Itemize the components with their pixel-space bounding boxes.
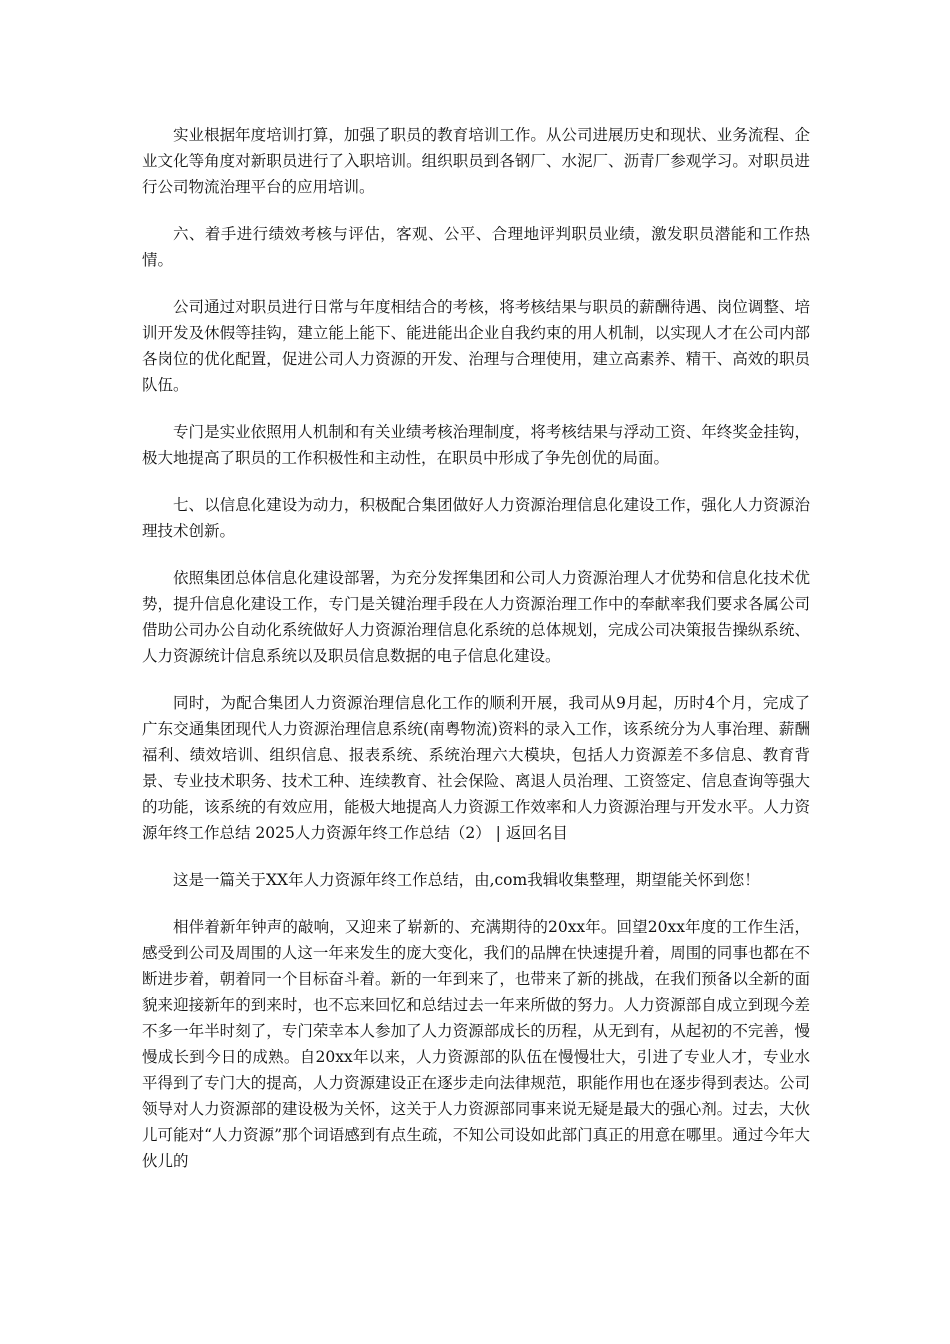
paragraph-section-six-heading: 六、着手进行绩效考核与评估，客观、公平、合理地评判职员业绩，激发职员潜能和工作热情。 — [142, 225, 810, 269]
paragraph-assessment: 公司通过对职员进行日常与年度相结合的考核，将考核结果与职员的薪酬待遇、岗位调整、培训开发及休假等挂钩，建立能上能下、能进能出企业自我约束的用人机制，以实现人才在公司内部各岗位的优化配置，促进公司人力资源的开发、治理与合理使用，建立高素养、精干、高效的职员队伍。 — [142, 298, 810, 394]
paragraph-hr-system: 同时，为配合集团人力资源治理信息化工作的顺利开展，我司从9月起，历时4个月，完成了广东交通集团现代人力资源治理信息系统(南粤物流)资料的录入工作，该系统分为人事治理、薪酬福利、绩效培训、组织信息、报表系统、系统治理六大模块，包括人力资源差不多信息、教育背景、专业技术职务、技术工种、连续教育、社会保险、离退人员治理、工资签定、信息查询等强大的功能，该系统的有效应用，能极大地提高人力资源工作效率和人力资源治理与开发水平。人力资源年终工作总结 2025人力资源年终工作总结（2） | 返回名目 — [142, 694, 810, 842]
paragraph-intro: 这是一篇关于XX年人力资源年终工作总结，由,com我辑收集整理，期望能关怀到您！ — [173, 871, 760, 889]
paragraph-informatization-plan: 依照集团总体信息化建设部署，为充分发挥集团和公司人力资源治理人才优势和信息化技术优势，提升信息化建设工作，专门是关键治理手段在人力资源治理工作中的奉献率我们要求各属公司借助公司办公自动化系统做好人力资源治理信息化系统的总体规划，完成公司决策报告操纵系统、人力资源统计信息系统以及职员信息数据的电子信息化建设。 — [142, 569, 810, 665]
paragraph-new-year-review: 相伴着新年钟声的敲响，又迎来了崭新的、充满期待的20xx年。回望20xx年度的工作生活，感受到公司及周围的人这一年来发生的庞大变化，我们的品牌在快速提升着，周围的同事也都在不断进步着，朝着同一个目标奋斗着。新的一年到来了，也带来了新的挑战，在我们预备以全新的面貌来迎接新年的到来时，也不忘来回忆和总结过去一年来所做的努力。人力资源部自成立到现今差不多一年半时刻了，专门荣幸本人参加了人力资源部成长的历程，从无到有，从起初的不完善，慢慢成长到今日的成熟。自20xx年以来，人力资源部的队伍在慢慢壮大，引进了专业人才，专业水平得到了专门大的提高，人力资源建设正在逐步走向法律规范，职能作用也在逐步得到表达。公司领导对人力资源部的建设极为关怀，这关于人力资源部同事来说无疑是最大的强心剂。过去，大伙儿可能对“人力资源”那个词语感到有点生疏，不知公司设如此部门真正的用意在哪里。通过今年大伙儿的 — [142, 918, 810, 1170]
paragraph-training: 实业根据年度培训打算，加强了职员的教育培训工作。从公司进展历史和现状、业务流程、企业文化等角度对新职员进行了入职培训。组织职员到各钢厂、水泥厂、沥青厂参观学习。对职员进行公司物流治理平台的应用培训。 — [142, 126, 810, 196]
paragraph-section-seven-heading: 七、以信息化建设为动力，积极配合集团做好人力资源治理信息化建设工作，强化人力资源治理技术创新。 — [142, 496, 810, 540]
document-body — [142, 122, 810, 1195]
paragraph-bonus-link: 专门是实业依照用人机制和有关业绩考核治理制度，将考核结果与浮动工资、年终奖金挂钩，极大地提高了职员的工作积极性和主动性，在职员中形成了争先创优的局面。 — [142, 423, 810, 467]
